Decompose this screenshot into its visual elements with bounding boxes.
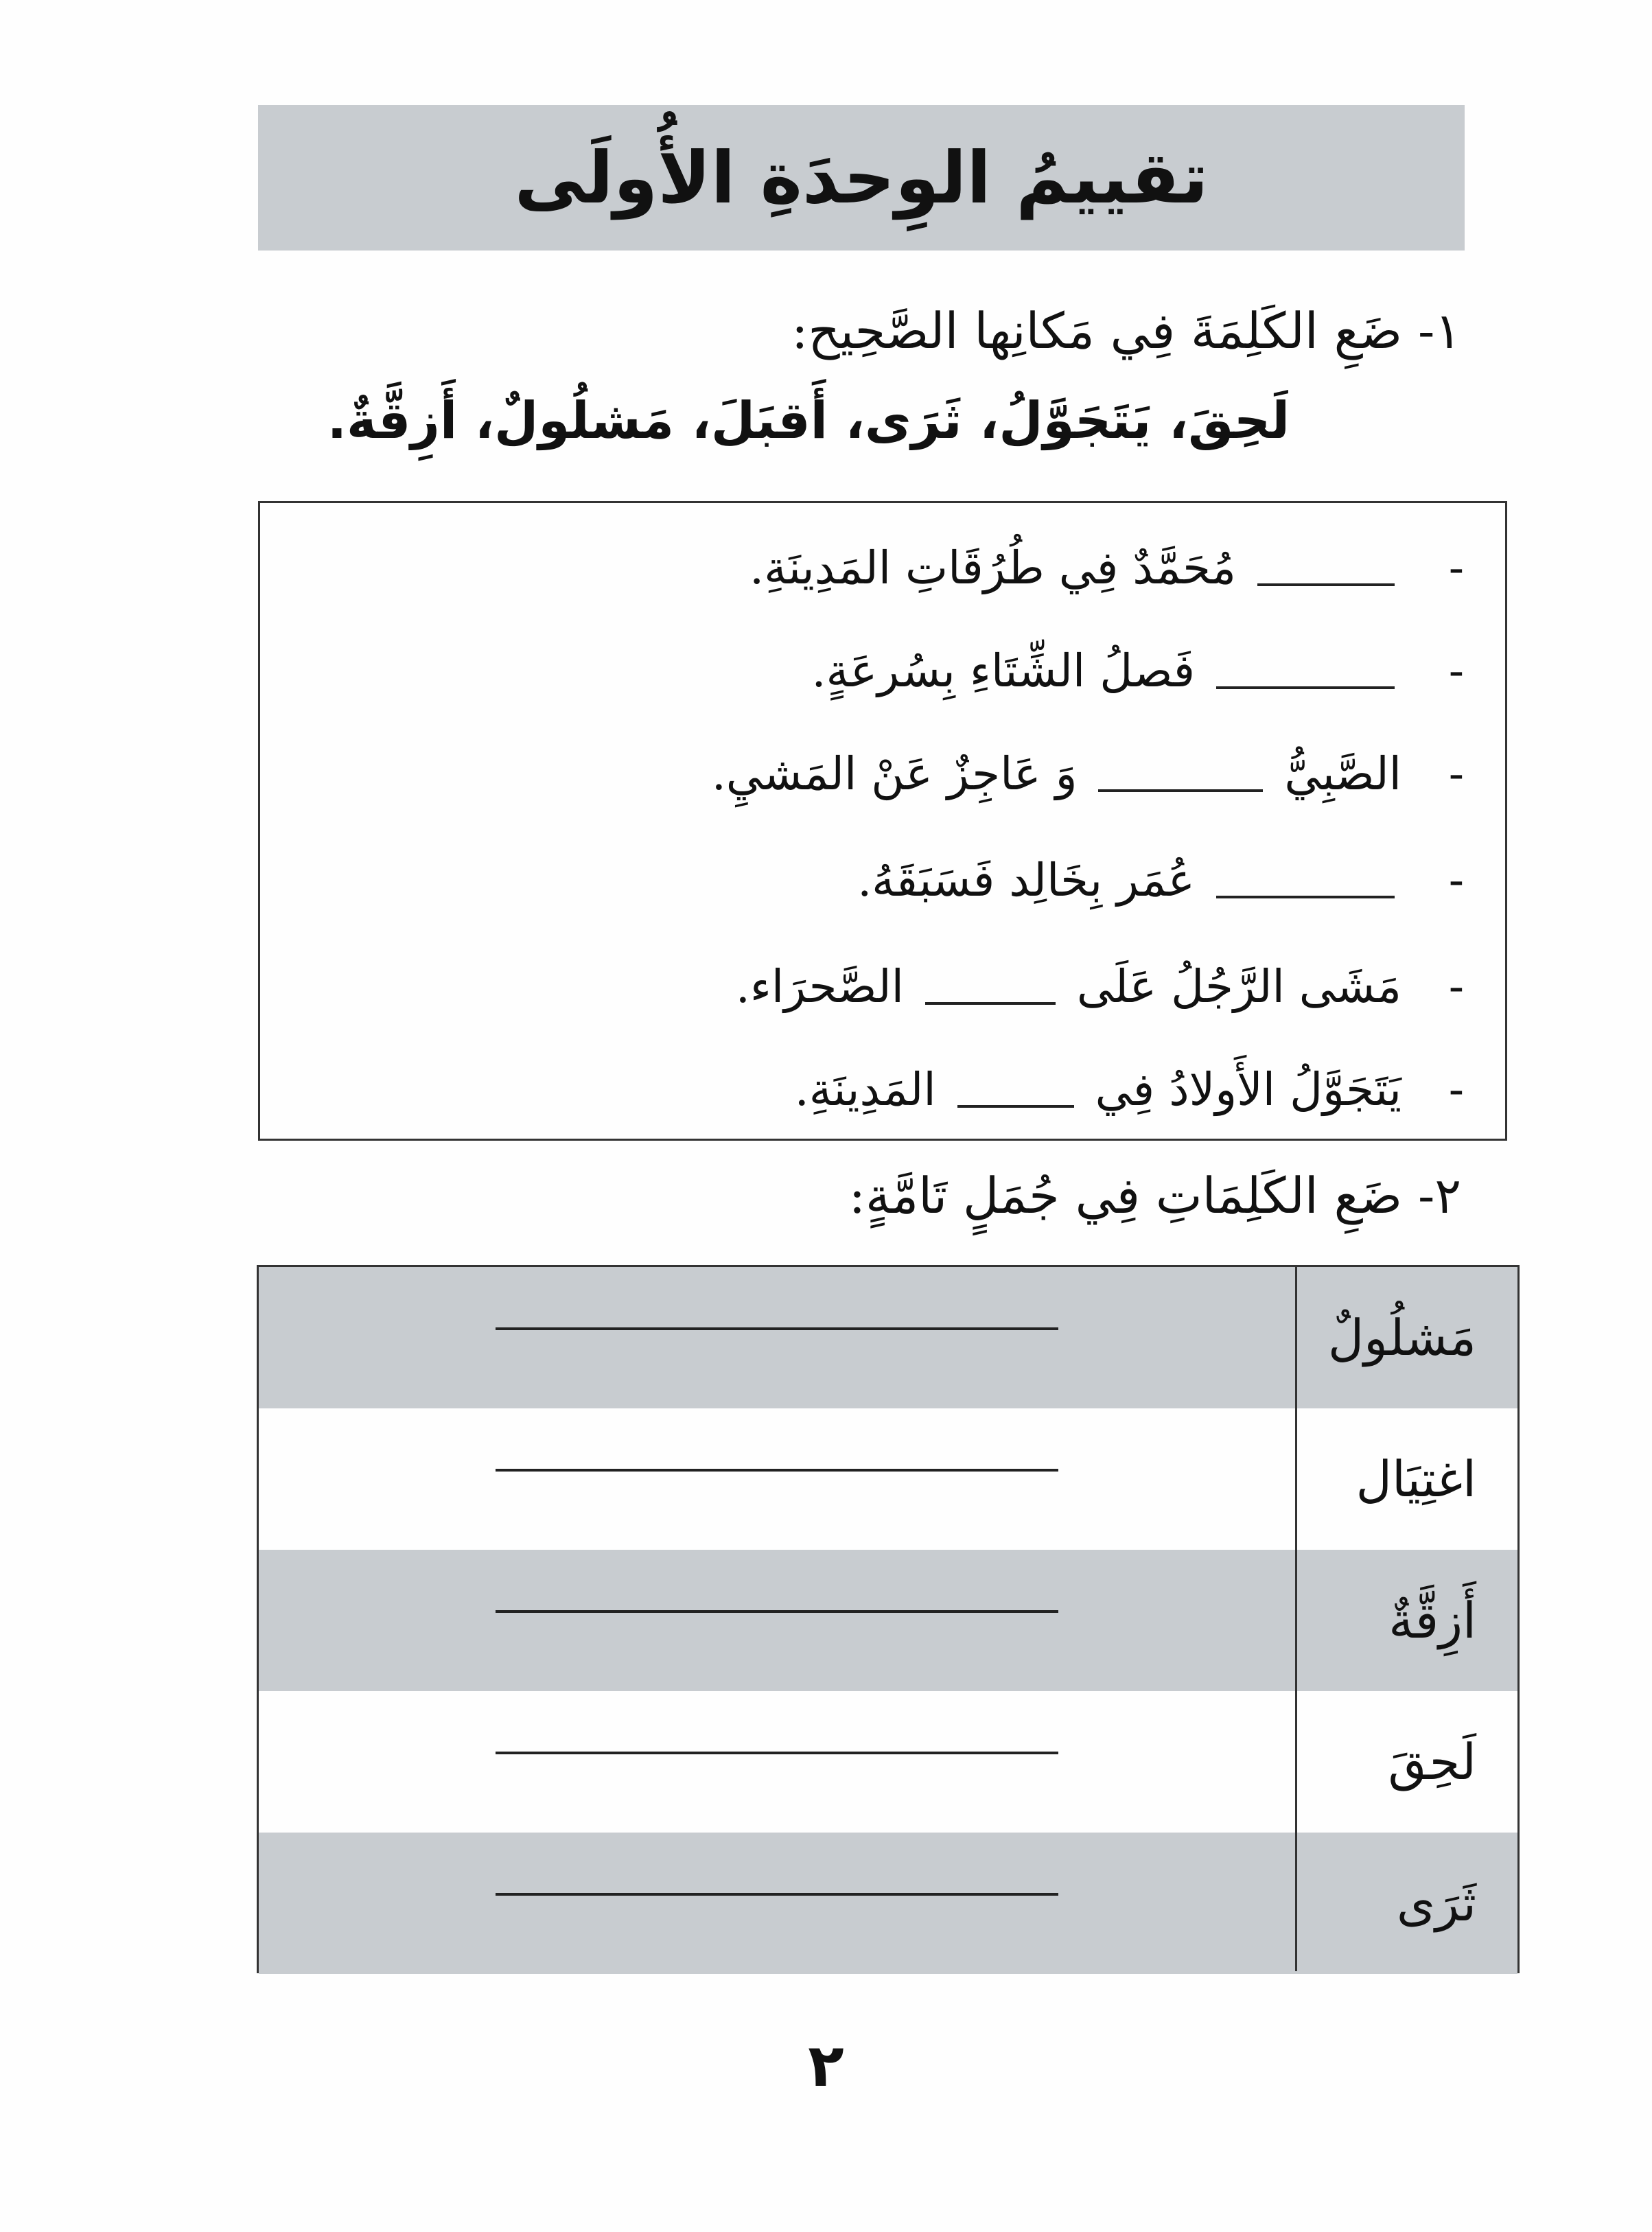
vocab-row: [259, 1550, 1517, 1691]
table-divider: [1295, 1267, 1297, 1971]
answer-blank[interactable]: [1216, 896, 1395, 898]
page-number: ٢: [808, 2032, 844, 2100]
sentence-after: فَصلُ الشِّتَاءِ بِسُرعَةٍ.: [811, 644, 1196, 697]
sentence-3: [712, 736, 1464, 812]
sentence-before: مَشَى الرَّجُلُ عَلَى: [1076, 960, 1402, 1013]
answer-blank[interactable]: [1098, 789, 1263, 792]
question-2-heading: ٢- ضَعِ الكَلِمَاتِ فِي جُمَلٍ تَامَّةٍ:: [848, 1167, 1461, 1224]
vocab-row: [259, 1267, 1517, 1408]
sentence-before: الصَّبِيُّ: [1284, 747, 1402, 800]
sentence-before: يَتَجَوَّلُ الأَولادُ فِي: [1095, 1063, 1402, 1116]
vocab-word: اغتِيَال: [1356, 1450, 1476, 1508]
vocab-word: أَزِقَّةٌ: [1388, 1592, 1476, 1649]
sentence-bullet: -: [1448, 644, 1464, 697]
vocab-row: [259, 1691, 1517, 1833]
sentence-after: المَدِينَةِ.: [794, 1063, 936, 1116]
sentence-1: [749, 531, 1464, 606]
sentence-bullet: -: [1448, 747, 1464, 800]
title-banner: [258, 105, 1465, 251]
vocab-word: ثَرَى: [1396, 1874, 1476, 1932]
sentence-after: عُمَر بِخَالِد فَسَبَقَهُ.: [857, 854, 1196, 907]
sentence-4: [857, 843, 1464, 918]
answer-blank[interactable]: [1216, 686, 1395, 689]
sentence-6: [795, 1052, 1464, 1128]
sentence-after: الصَّحرَاء.: [735, 960, 904, 1013]
answer-line[interactable]: [496, 1752, 1058, 1754]
answer-line[interactable]: [496, 1327, 1058, 1330]
sentence-bullet: -: [1448, 542, 1464, 594]
answer-line[interactable]: [496, 1469, 1058, 1472]
sentence-bullet: -: [1448, 854, 1464, 907]
sentence-after: مُحَمَّدٌ فِي طُرُقَاتِ المَدِينَةِ.: [749, 542, 1237, 594]
sentence-bullet: -: [1448, 960, 1464, 1013]
vocab-word: لَحِقَ: [1388, 1733, 1476, 1791]
answer-blank[interactable]: [957, 1105, 1074, 1108]
sentence-after: وَ عَاجِزٌ عَنْ المَشيِ.: [711, 747, 1078, 800]
vocab-table: [257, 1265, 1520, 1973]
page-title: تقييمُ الوِحدَةِ الأُولَى: [514, 136, 1209, 220]
sentence-bullet: -: [1448, 1063, 1464, 1116]
answer-blank[interactable]: [1257, 583, 1395, 586]
sentence-2: [812, 633, 1465, 709]
answer-line[interactable]: [496, 1893, 1058, 1896]
question-1-heading: ١- ضَعِ الكَلِمَةَ فِي مَكانِها الصَّحِيح:: [791, 302, 1461, 360]
answer-blank[interactable]: [925, 1002, 1056, 1005]
answer-line[interactable]: [496, 1610, 1058, 1613]
vocab-row: [259, 1408, 1517, 1550]
sentences-box: [258, 501, 1507, 1141]
vocab-word: مَشلُولٌ: [1327, 1309, 1476, 1367]
sentence-5: [736, 949, 1464, 1025]
vocab-row: [259, 1833, 1517, 1974]
word-bank: لَحِقَ، يَتَجَوَّلُ، ثَرَى، أَقبَلَ، مَشلُولٌ، أَزِقَّةٌ.: [327, 391, 1290, 450]
